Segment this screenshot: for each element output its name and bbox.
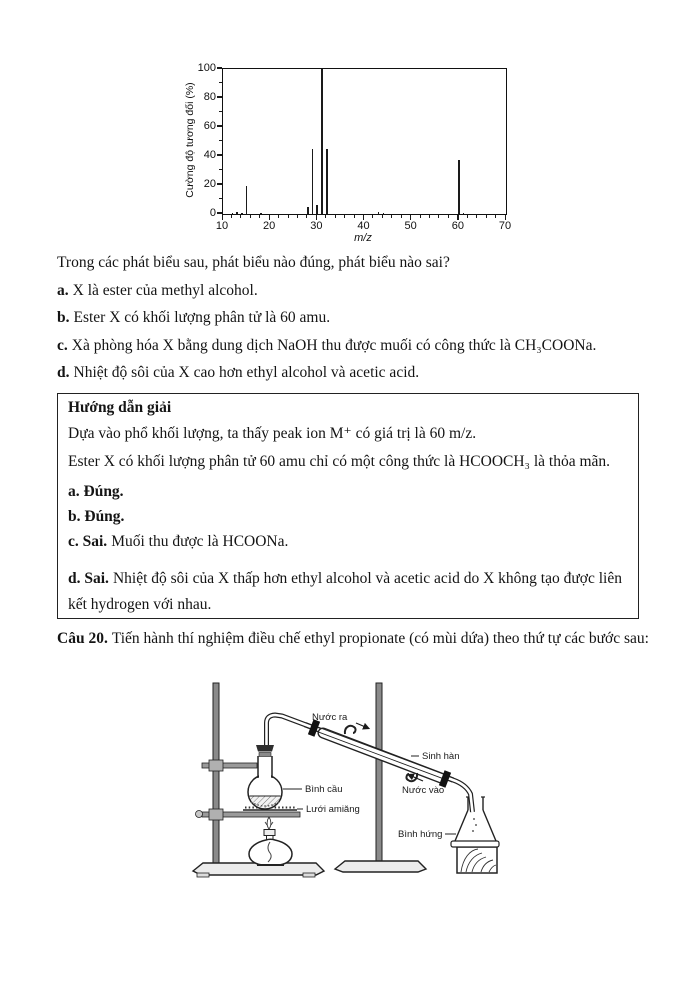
x-axis-tick-label: 10 xyxy=(215,220,229,232)
y-axis-tick xyxy=(217,212,222,213)
spectrum-plot xyxy=(222,68,507,215)
x-axis-minor-tick xyxy=(344,215,345,218)
x-axis-minor-tick xyxy=(401,215,402,218)
x-axis-minor-tick xyxy=(448,215,449,218)
x-axis-tick xyxy=(222,215,223,220)
x-axis-tick xyxy=(269,215,270,220)
flame-icon xyxy=(267,817,271,829)
x-axis-minor-tick xyxy=(231,215,232,218)
y-axis-tick-label: 80 xyxy=(203,90,216,103)
question-20-text: Tiến hành thí nghiệm điều chế ethyl propionate (có mùi dứa) theo thứ tự các bước sau: xyxy=(111,630,649,647)
y-axis-minor-tick xyxy=(219,111,222,112)
x-axis-minor-tick xyxy=(420,215,421,218)
y-axis-tick xyxy=(217,67,222,68)
statement-b xyxy=(57,308,657,328)
x-axis-minor-tick xyxy=(382,215,383,218)
x-axis-minor-tick xyxy=(354,215,355,218)
y-axis-tick-label: 0 xyxy=(209,206,216,219)
statement-a xyxy=(57,281,657,301)
y-axis-minor-tick xyxy=(219,198,222,199)
x-axis-tick-label: 50 xyxy=(404,220,417,232)
water-out-arrow xyxy=(356,723,369,729)
y-axis-title: Cường độ tương đối (%) xyxy=(184,82,196,198)
y-axis-minor-tick xyxy=(219,82,222,83)
question-20-label: Câu 20. xyxy=(57,630,108,647)
x-axis-minor-tick xyxy=(297,215,298,218)
x-axis-tick xyxy=(505,215,506,220)
x-axis-minor-tick xyxy=(467,215,468,218)
x-axis-title: m/z xyxy=(354,232,372,244)
x-axis-minor-tick xyxy=(476,215,477,218)
clamp-upper xyxy=(202,760,257,771)
y-axis-tick-label: 100 xyxy=(197,61,216,74)
x-axis-minor-tick xyxy=(288,215,289,218)
wooden-block xyxy=(457,847,497,873)
x-axis-minor-tick xyxy=(240,215,241,218)
x-axis-minor-tick xyxy=(495,215,496,218)
solution-line-c: c. Sai. Muối thu được là HCOONa. xyxy=(68,533,289,550)
mass-spectrum-chart xyxy=(160,52,530,262)
x-axis-tick xyxy=(457,215,458,220)
label-nuoc-ra: Nước ra xyxy=(312,712,348,723)
spectrum-bar xyxy=(326,149,328,214)
x-axis-minor-tick xyxy=(429,215,430,218)
y-axis-tick xyxy=(217,96,222,97)
x-axis-minor-tick xyxy=(250,215,251,218)
statement-d-text: Nhiệt độ sôi của X cao hơn ethyl alcohol và acetic acid. xyxy=(73,364,420,381)
x-axis-tick xyxy=(410,215,411,220)
label-nuoc-vao: Nước vào xyxy=(402,785,445,796)
solution-line-d: d. Sai. Nhiệt độ sôi của X thấp hơn ethyl alcohol và acetic acid do X không tạo được liên kết hydrogen với nhau. xyxy=(68,570,622,613)
statement-a-text: X là ester của methyl alcohol. xyxy=(72,282,258,299)
x-axis-minor-tick xyxy=(325,215,326,218)
x-axis-minor-tick xyxy=(278,215,279,218)
statement-d xyxy=(57,363,657,383)
solution-box xyxy=(57,393,639,619)
spectrum-bar xyxy=(458,160,460,214)
spectrum-bar xyxy=(246,186,248,214)
x-axis-tick xyxy=(363,215,364,220)
x-axis-minor-tick xyxy=(372,215,373,218)
x-axis-tick-label: 20 xyxy=(263,220,276,232)
label-binh-hung: Bình hứng xyxy=(398,829,443,840)
statement-b-text: Ester X có khối lượng phân tử là 60 amu. xyxy=(73,309,331,326)
statement-c xyxy=(57,336,657,356)
spectrum-bar xyxy=(316,205,318,214)
y-axis-minor-tick xyxy=(219,140,222,141)
x-axis-minor-tick xyxy=(391,215,392,218)
x-axis-tick-label: 60 xyxy=(451,220,464,232)
erlenmeyer-flask xyxy=(451,797,499,847)
statement-a-label: a. xyxy=(57,282,69,299)
solution-line-a: a. Đúng. xyxy=(68,483,124,500)
label-binh-cau: Bình cầu xyxy=(305,784,343,795)
label-luoi-amiang: Lưới amiăng xyxy=(306,804,360,815)
distillation-apparatus-diagram xyxy=(185,678,520,893)
stopper xyxy=(256,745,274,752)
spectrum-bar xyxy=(321,69,323,214)
x-axis-minor-tick xyxy=(486,215,487,218)
x-axis-minor-tick xyxy=(259,215,260,218)
spectrum-bar xyxy=(312,149,314,214)
x-axis-minor-tick xyxy=(438,215,439,218)
solution-title: Hướng dẫn giải xyxy=(68,399,172,416)
x-axis-minor-tick xyxy=(335,215,336,218)
alcohol-lamp xyxy=(249,817,292,865)
label-sinh-han: Sinh hàn xyxy=(422,751,460,762)
solution-line-2: Ester X có khối lượng phân tử 60 amu chỉ có một công thức là HCOOCH₃ là thỏa mãn. xyxy=(68,453,611,470)
retort-stand-right xyxy=(335,683,426,872)
y-axis-tick xyxy=(217,183,222,184)
question-20 xyxy=(57,624,653,654)
statement-c-label: c. xyxy=(57,337,68,354)
solution-line-b: b. Đúng. xyxy=(68,508,125,525)
spectrum-bar xyxy=(378,212,380,214)
x-axis-minor-tick xyxy=(306,215,307,218)
statement-d-label: d. xyxy=(57,364,70,381)
x-axis-tick-label: 30 xyxy=(310,220,323,232)
x-axis-tick xyxy=(316,215,317,220)
vapour-tube xyxy=(267,715,473,812)
solution-line-1: Dựa vào phổ khối lượng, ta thấy peak ion M⁺ có giá trị là 60 m/z. xyxy=(68,425,477,442)
y-axis-tick-label: 40 xyxy=(203,148,216,161)
spectrum-bar xyxy=(463,213,465,214)
question-intro: Trong các phát biểu sau, phát biểu nào đúng, phát biểu nào sai? xyxy=(57,254,450,271)
water-outlet-port xyxy=(345,726,356,734)
round-bottom-flask xyxy=(247,745,283,810)
spectrum-bar xyxy=(307,207,309,214)
spectrum-bar xyxy=(236,212,238,214)
y-axis-tick-label: 20 xyxy=(203,177,216,190)
statement-c-text: Xà phòng hóa X bằng dung dịch NaOH thu được muối có công thức là CH₃COONa. xyxy=(71,337,597,354)
x-axis-tick-label: 40 xyxy=(357,220,370,232)
y-axis-tick xyxy=(217,125,222,126)
y-axis-tick xyxy=(217,154,222,155)
y-axis-tick-label: 60 xyxy=(203,119,216,132)
x-axis-tick-label: 70 xyxy=(498,220,512,232)
statement-b-label: b. xyxy=(57,309,70,326)
water-inlet-port xyxy=(406,773,417,781)
y-axis-minor-tick xyxy=(219,169,222,170)
